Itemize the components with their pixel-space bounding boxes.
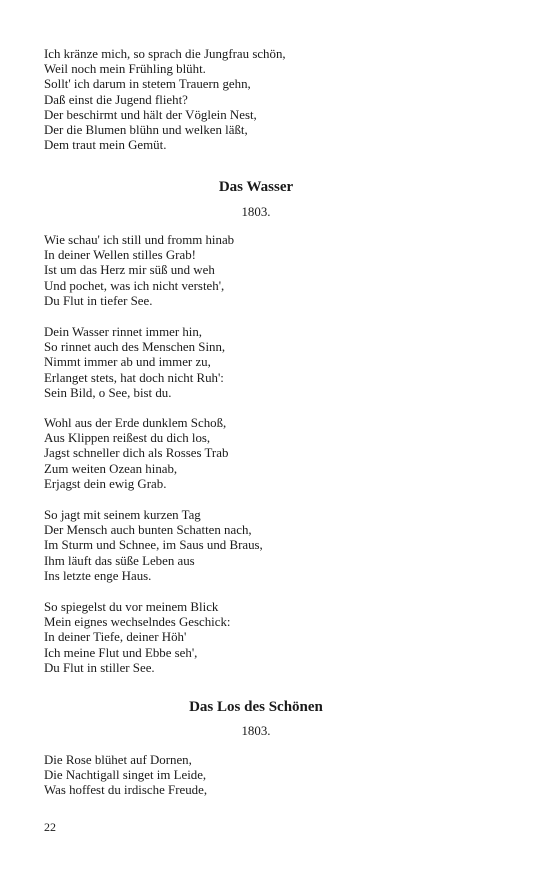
stanza <box>44 233 514 309</box>
verse-line: Sein Bild, o See, bist du. <box>44 385 172 400</box>
verse-line: Die Nachtigall singet im Leide, <box>44 768 207 783</box>
verse-line: Ich kränze mich, so sprach die Jungfrau schön, <box>44 47 286 61</box>
stanza <box>44 325 514 401</box>
verse-line: In deiner Tiefe, deiner Höh' <box>44 630 187 645</box>
verse-line: Weil noch mein Frühling blüht. <box>44 62 206 77</box>
verse-line: In deiner Wellen stilles Grab! <box>44 248 196 263</box>
verse-line: Die Rose blühet auf Dornen, <box>44 753 192 767</box>
stanza <box>44 508 514 584</box>
verse-line: Nimmt immer ab und immer zu, <box>44 355 211 370</box>
verse-line: Erjagst dein ewig Grab. <box>44 476 167 491</box>
verse-line: Mein eignes wechselndes Geschick: <box>44 615 231 630</box>
stanza <box>44 416 514 492</box>
verse-line: Im Sturm und Schnee, im Saus und Braus, <box>44 538 263 553</box>
poem-year: 1803. <box>241 724 271 738</box>
verse-line: So jagt mit seinem kurzen Tag <box>44 508 201 522</box>
poem-title: Das Wasser <box>218 179 294 195</box>
verse-line: Sollt' ich darum in stetem Trauern gehn, <box>44 77 251 92</box>
stanza-previous-poem <box>44 47 514 153</box>
verse-line: Du Flut in stiller See. <box>44 660 155 675</box>
verse-line: Ich meine Flut und Ebbe seh', <box>44 645 198 660</box>
verse-line: Wohl aus der Erde dunklem Schoß, <box>44 416 227 430</box>
stanza <box>44 753 514 799</box>
stanza <box>44 600 514 676</box>
verse-line: Dein Wasser rinnet immer hin, <box>44 325 203 339</box>
page-number: 22 <box>44 820 56 834</box>
verse-line: Der die Blumen blühn und welken läßt, <box>44 122 248 137</box>
verse-line: Erlanget stets, hat doch nicht Ruh': <box>44 370 224 385</box>
verse-line: Dem traut mein Gemüt. <box>44 138 167 153</box>
verse-line: Zum weiten Ozean hinab, <box>44 461 178 476</box>
verse-line: Der Mensch auch bunten Schatten nach, <box>44 523 252 538</box>
verse-line: Was hoffest du irdische Freude, <box>44 783 208 798</box>
verse-line: Du Flut in tiefer See. <box>44 293 153 308</box>
poem-year: 1803. <box>241 205 271 219</box>
poem-title: Das Los des Schönen <box>189 699 323 715</box>
verse-line: Jagst schneller dich als Rosses Trab <box>44 446 229 461</box>
verse-line: So rinnet auch des Menschen Sinn, <box>44 340 226 355</box>
verse-line: Wie schau' ich still und fromm hinab <box>44 233 235 247</box>
verse-line: Ist um das Herz mir süß und weh <box>44 263 215 278</box>
verse-line: So spiegelst du vor meinem Blick <box>44 600 219 614</box>
verse-line: Daß einst die Jugend flieht? <box>44 92 188 107</box>
verse-line: Der beschirmt und hält der Vöglein Nest, <box>44 107 257 122</box>
verse-line: Und pochet, was ich nicht versteh', <box>44 278 225 293</box>
verse-line: Ins letzte enge Haus. <box>44 568 152 583</box>
verse-line: Ihm läuft das süße Leben aus <box>44 553 195 568</box>
verse-line: Aus Klippen reißest du dich los, <box>44 431 211 446</box>
